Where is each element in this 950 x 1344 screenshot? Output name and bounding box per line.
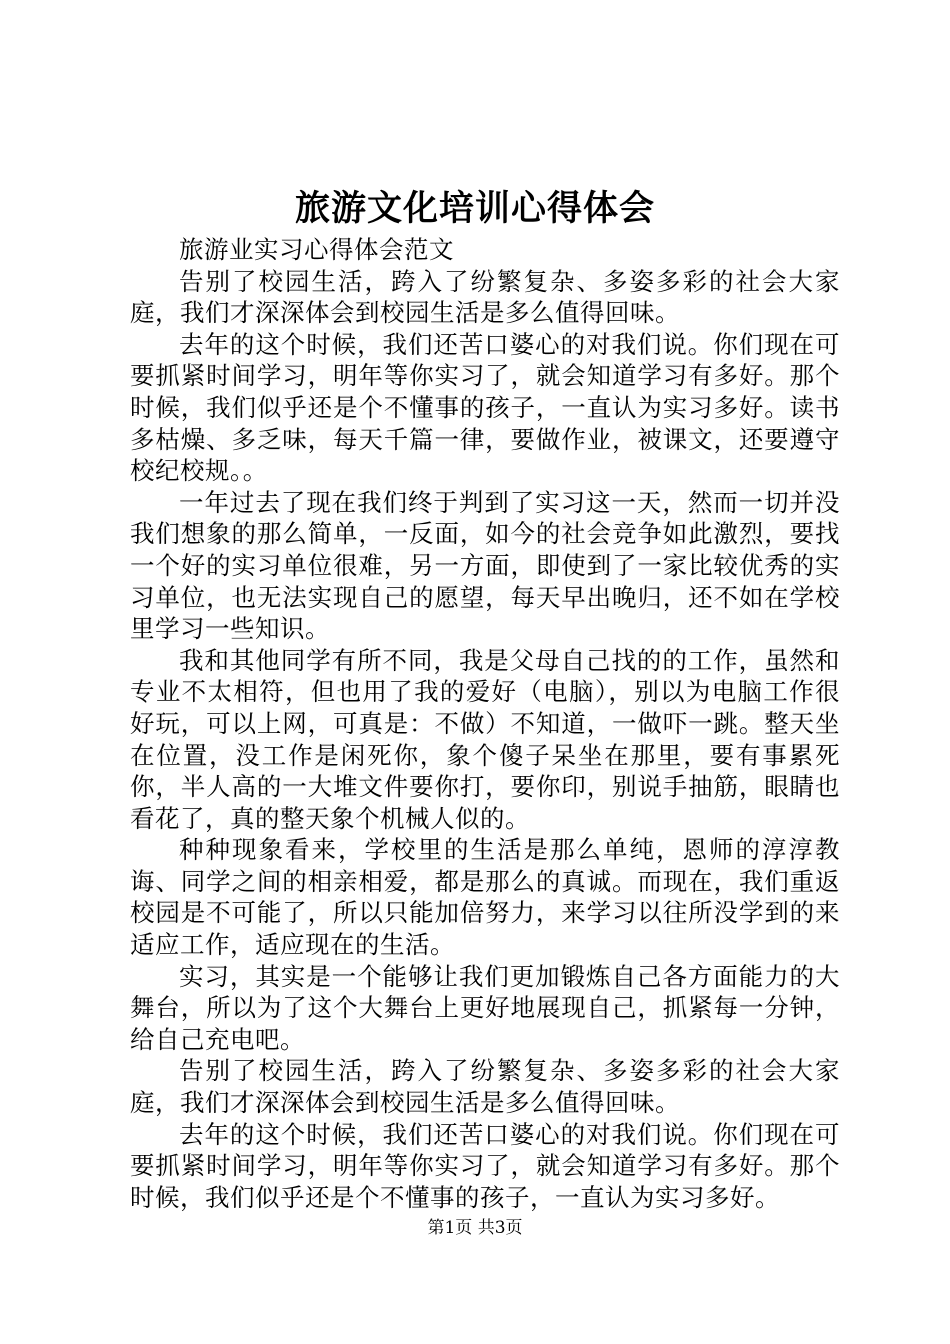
paragraph: 我和其他同学有所不同，我是父母自己找的的工作，虽然和专业不太相符，但也用了我的爱好（电脑），别以为电脑工作很好玩，可以上网，可真是：不做）不知道，一做吓一跳。整天坐在位置，没工作是闲死你，象个傻子呆坐在那里，要有事累死你，半人高的一大堆文件要你打，要你印，别说手抽筋，眼睛也看花了，真的整天象个机械人似的。: [130, 645, 840, 833]
paragraph: 去年的这个时候，我们还苦口婆心的对我们说。你们现在可要抓紧时间学习，明年等你实习了，就会知道学习有多好。那个时候，我们似乎还是个不懂事的孩子，一直认为实习多好。: [130, 1119, 840, 1212]
paragraph-subtitle: 旅游业实习心得体会范文: [179, 235, 454, 264]
document-body: [130, 234, 840, 1213]
paragraph: 种种现象看来，学校里的生活是那么单纯，恩师的淳淳教诲、同学之间的相亲相爱，都是那么的真诚。而现在，我们重返校园是不可能了，所以只能加倍努力，来学习以往所没学到的来适应工作，适应现在的生活。: [130, 835, 840, 960]
page-number-footer: 第1页 共3页: [427, 1218, 523, 1238]
paragraph: 去年的这个时候，我们还苦口婆心的对我们说。你们现在可要抓紧时间学习，明年等你实习了，就会知道学习有多好。那个时候，我们似乎还是个不懂事的孩子，一直认为实习多好。读书多枯燥、多乏味，每天千篇一律，要做作业，被课文，还要遵守校纪校规。。: [130, 329, 840, 486]
paragraph: 一年过去了现在我们终于判到了实习这一天，然而一切并没我们想象的那么简单，一反面，如今的社会竞争如此激烈，要找一个好的实习单位很难，另一方面，即使到了一家比较优秀的实习单位，也无法实现自己的愿望，每天早出晚归，还不如在学校里学习一些知识。: [130, 487, 840, 644]
paragraph: 实习，其实是一个能够让我们更加锻炼自己各方面能力的大舞台，所以为了这个大舞台上更好地展现自己，抓紧每一分钟，给自己充电吧。: [130, 961, 840, 1054]
paragraph: 告别了校园生活，跨入了纷繁复杂、多姿多彩的社会大家庭，我们才深深体会到校园生活是多么值得回味。: [130, 1056, 840, 1118]
paragraph: 告别了校园生活，跨入了纷繁复杂、多姿多彩的社会大家庭，我们才深深体会到校园生活是多么值得回味。: [130, 266, 840, 328]
document-title: 旅游文化培训心得体会: [294, 188, 655, 229]
